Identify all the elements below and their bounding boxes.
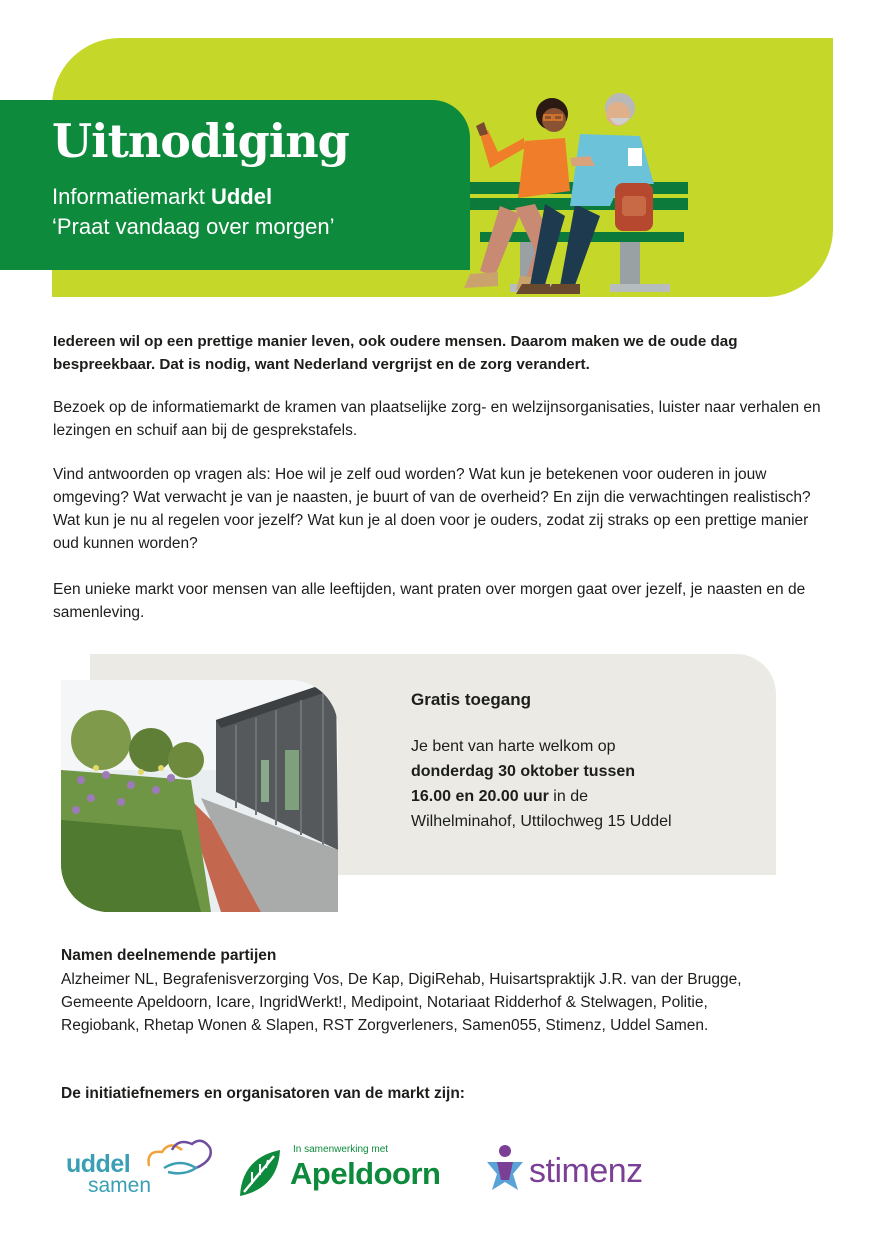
- event-date: donderdag 30 oktober tussen: [411, 763, 636, 780]
- intro-text: Iedereen wil op een prettige manier leven, ook oudere mensen. Daarom maken we de oude dag bespreekbaar. Dat is nodig, want Nederland vergrijst en de zorg verandert.: [53, 333, 738, 373]
- event-address: Wilhelminahof, Uttilochweg 15 Uddel: [411, 813, 672, 830]
- uddel-samen-logo: uddel samen: [66, 1138, 226, 1198]
- page-subtitle: Informatiemarkt Uddel ‘Praat vandaag over morgen’: [52, 182, 335, 242]
- seniors-on-bench-illustration: [440, 86, 710, 298]
- paragraph-1: Bezoek op de informatiemarkt de kramen van plaatselijke zorg- en welzijnsorganisaties, luister naar verhalen en lezingen en schuif aan bij de gesprekstafels.: [53, 399, 821, 439]
- organisers-heading: De initiatiefnemers en organisatoren van de markt zijn:: [61, 1085, 465, 1102]
- figure-icon: [485, 1144, 525, 1192]
- subtitle-place: Uddel: [210, 184, 273, 209]
- venue-photo: [61, 680, 338, 912]
- parties-heading: Namen deelnemende partijen: [61, 947, 277, 964]
- event-title: Gratis toegang: [411, 690, 531, 709]
- heart-swirl-icon: [144, 1138, 214, 1178]
- event-details: Je bent van harte welkom op donderdag 30 oktober tussen 16.00 en 20.00 uur in de Wilhelminahof, Uttilochweg 15 Uddel: [411, 734, 761, 834]
- event-time: 16.00 en 20.00 uur: [411, 788, 549, 805]
- tagline: ‘Praat vandaag over morgen’: [52, 214, 335, 239]
- page-title: Uitnodiging: [52, 114, 349, 168]
- apeldoorn-logo: In samenwerking met Apeldoorn: [238, 1140, 458, 1200]
- paragraph-2: Vind antwoorden op vragen als: Hoe wil je zelf oud worden? Wat kun je betekenen voor ouderen in jouw omgeving? Wat verwacht je van je naasten, je buurt of van de overheid? En zijn die verwachtingen realistisch? Wat kun je nu al regelen voor jezelf? Wat kun je al doen voor je ouders, zodat zij straks op een prettige manier oud kunnen worden?: [53, 466, 811, 552]
- stimenz-logo: stimenz: [485, 1142, 675, 1200]
- parties-list: Alzheimer NL, Begrafenisverzorging Vos, De Kap, DigiRehab, Huisartspraktijk J.R. van der Brugge, Gemeente Apeldoorn, Icare, IngridWerkt!, Medipoint, Notariaat Ridderhof & Stelwagen, Politie, Regiobank, Rhetap Wonen & Slapen, RST Zorgverleners, Samen055, Stimenz, Uddel Samen.: [61, 971, 742, 1034]
- leaf-icon: [238, 1148, 282, 1198]
- paragraph-3: Een unieke markt voor mensen van alle leeftijden, want praten over morgen gaat over jezelf, je naasten en de samenleving.: [53, 581, 806, 621]
